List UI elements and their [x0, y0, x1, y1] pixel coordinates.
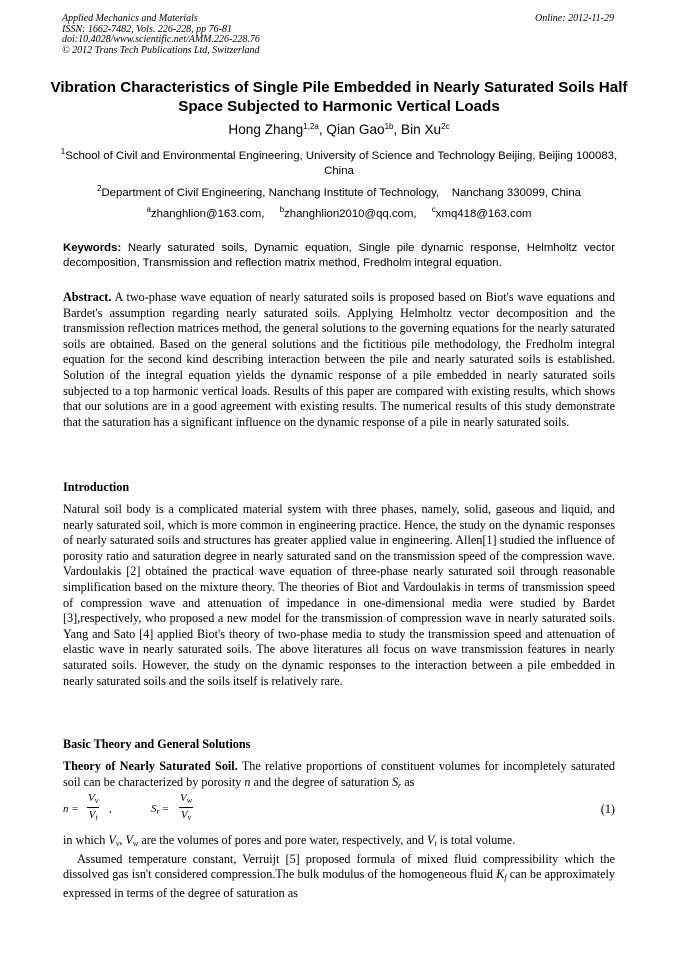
- keywords-label: Keywords:: [63, 242, 122, 254]
- math-subscript: v: [115, 839, 120, 848]
- email[interactable]: [279, 205, 417, 220]
- paragraph-text: and the degree of saturation: [250, 774, 392, 789]
- author-sup: 2c: [441, 122, 450, 131]
- eq-subscript: t: [95, 813, 98, 822]
- math-symbol: n: [244, 774, 251, 789]
- math-symbol: V: [108, 833, 116, 847]
- keywords: [63, 241, 615, 270]
- eq-symbol: V: [88, 792, 95, 804]
- basic-paragraph: [63, 759, 615, 793]
- keywords-text: Nearly saturated soils, Dynamic equation, Single pile dynamic response, Helmholtz vector decomposition, Transmission and reflection matrix method, Fredholm integral equation.: [63, 242, 615, 269]
- abstract-text: A two-phase wave equation of nearly saturated soils is proposed based on Biot's wave equations and Bardet's assumption regarding nearly saturated soils. Applying Helmholtz vector decomposition and the transmission reflection matrices method, the general solutions to the governing equations for the nearly saturated soils are obtained. Based on the general solutions and the fictitious pile methodology, the Fredholm integral equation for the second kind describing interaction between the pile and nearly saturated soils is established. Solution of the integral equation yields the dynamic response of a pile embedded in nearly saturated soils subjected to a top harmonic vertical loads. Results of this paper are compared with existing results, which shows that our solutions are in a good agreement with existing results. The numerical results of this study demonstrate that the saturation has a significant influence on the dynamic response of a pile in nearly saturated soils.: [63, 290, 615, 429]
- paragraph-text: Assumed temperature constant, Verruijt [5] proposed formula of mixed fluid compressibility which the dissolved gas isn't considered compression.The bulk modulus of the homogeneous fluid: [63, 851, 615, 882]
- eq-symbol: V: [180, 792, 187, 804]
- affiliation-sup: 1: [60, 147, 66, 156]
- eq-comma: ,: [109, 803, 112, 815]
- author-sup: 1b: [384, 122, 394, 131]
- math-subscript: t: [434, 839, 437, 848]
- email-list: [50, 207, 628, 221]
- running-header: [62, 14, 614, 56]
- eq-symbol: V: [180, 809, 188, 821]
- math-subscript: w: [132, 839, 139, 848]
- paragraph-text: can be approximately expressed in terms of the degree of saturation as: [63, 867, 615, 900]
- paragraph-text: as: [401, 774, 415, 789]
- math-subscript: f: [504, 873, 507, 883]
- abstract: [63, 290, 615, 430]
- affiliation: [50, 149, 628, 179]
- eq-subscript: r: [156, 807, 160, 816]
- online-date: Online: 2012-11-29: [535, 13, 614, 24]
- eq-subscript: w: [186, 796, 193, 805]
- section-heading: Introduction: [63, 480, 130, 494]
- paragraph-text: in which: [63, 833, 109, 847]
- equation-explanation: [63, 833, 615, 901]
- affiliation-text: School of Civil and Environmental Engineering, University of Science and Technology Beijing, Beijing 100083, China: [65, 150, 618, 177]
- eq-subscript: v: [94, 796, 99, 805]
- paper-title: Vibration Characteristics of Single Pile Embedded in Nearly Saturated Soils Half Space Subjected to Harmonic Vertical Loads: [50, 79, 628, 115]
- math-symbol: V: [125, 833, 133, 847]
- math-subscript: r: [398, 780, 402, 790]
- subsection-heading: Theory of Nearly Saturated Soil.: [63, 759, 238, 773]
- eq-symbol: S: [151, 803, 157, 815]
- section-heading: Basic Theory and General Solutions: [63, 737, 251, 751]
- math-symbol: V: [427, 833, 435, 847]
- issn: ISSN: 1662-7482, Vols. 226-228, pp 76-81: [62, 23, 232, 35]
- paragraph-text: The relative proportions of constituent volumes for incompletely saturated soil can be characterized by porosity: [63, 759, 615, 789]
- email[interactable]: [146, 205, 265, 220]
- paragraph: [63, 852, 615, 902]
- email-sup: b: [279, 205, 285, 214]
- doi: doi:10.4028/www.scientific.net/AMM.226-228.76: [62, 34, 260, 45]
- author-name: Bin Xu: [401, 122, 442, 137]
- affiliation-sup: 2: [96, 184, 102, 193]
- paragraph-text: are the volumes of pores and pore water, respectively, and: [138, 833, 428, 847]
- eq-lhs: n =: [63, 803, 79, 815]
- eq-fraction: [179, 792, 193, 825]
- abstract-label: Abstract.: [63, 290, 112, 304]
- affiliation: [50, 186, 628, 201]
- eq-subscript: v: [187, 813, 192, 822]
- intro-paragraph: Natural soil body is a complicated material system with three phases, namely, solid, gaseous and liquid, and nearly saturated soil, which is more common in engineering practice. Hence, the study on the dynamic responses of nearly saturated soils and structures has greater applied value in engineering. Allen[1] studied the influence of porosity ratio and saturation degree in nearly saturated sand on the transmission speed of the compression wave. Vardoulakis [2] obtained the practical wave equation of three-phase nearly saturated soil through reasonable simplification based on the mixture theory. The theories of Biot and Vardoulakis in terms of transmission speed of compression wave and attenuation of impedance in one-dimensional media were studied by Bardet [3],respectively, who proposed a new model for the transmission of compression wave in nearly saturated soils. Yang and Sato [4] applied Biot's theory of two-phase media to study the transmission speed and attenuation of elastic wave in nearly saturated soils. The above literatures all focus on wave transmission features in nearly saturated soils. However, the study on the dynamic responses to the interaction between a pile embedded in nearly saturated soils and the soils itself is relatively rare.: [63, 502, 615, 688]
- separator: ,: [119, 833, 126, 847]
- email[interactable]: [431, 205, 532, 220]
- equation-number: (1): [600, 802, 615, 816]
- author-name: Qian Gao: [326, 122, 385, 137]
- equation-1: [63, 792, 615, 830]
- email-text: xmq418@163.com: [435, 208, 532, 220]
- email-sup: c: [431, 205, 436, 214]
- author-list: Hong Zhang$^{1,2a}$, Qian Gao$^{1b}$, Bin $Xu^{2c}$: [228, 122, 450, 137]
- author-name: Hong Zhang: [228, 122, 304, 137]
- eq-lhs: [151, 803, 169, 816]
- author-sup: 1,2a: [303, 122, 319, 131]
- paragraph-text: is total volume.: [436, 833, 516, 847]
- math-symbol: K: [496, 867, 505, 882]
- copyright: © 2012 Trans Tech Publications Ltd, Switzerland: [62, 44, 260, 56]
- email-sup: a: [146, 205, 151, 214]
- journal-name: Applied Mechanics and Materials: [62, 13, 198, 24]
- email-text: zhanghlion2010@qq.com,: [284, 208, 417, 220]
- journal-info: [62, 14, 614, 56]
- math-symbol: S: [391, 774, 399, 789]
- affiliation-text: Department of Civil Engineering, Nanchang Institute of Technology, Nanchang 330099, China: [101, 187, 581, 199]
- eq-equals: =: [162, 803, 169, 815]
- eq-symbol: V: [88, 809, 96, 821]
- email-text: zhanghlion@163.com,: [150, 208, 265, 220]
- eq-fraction: [87, 792, 99, 825]
